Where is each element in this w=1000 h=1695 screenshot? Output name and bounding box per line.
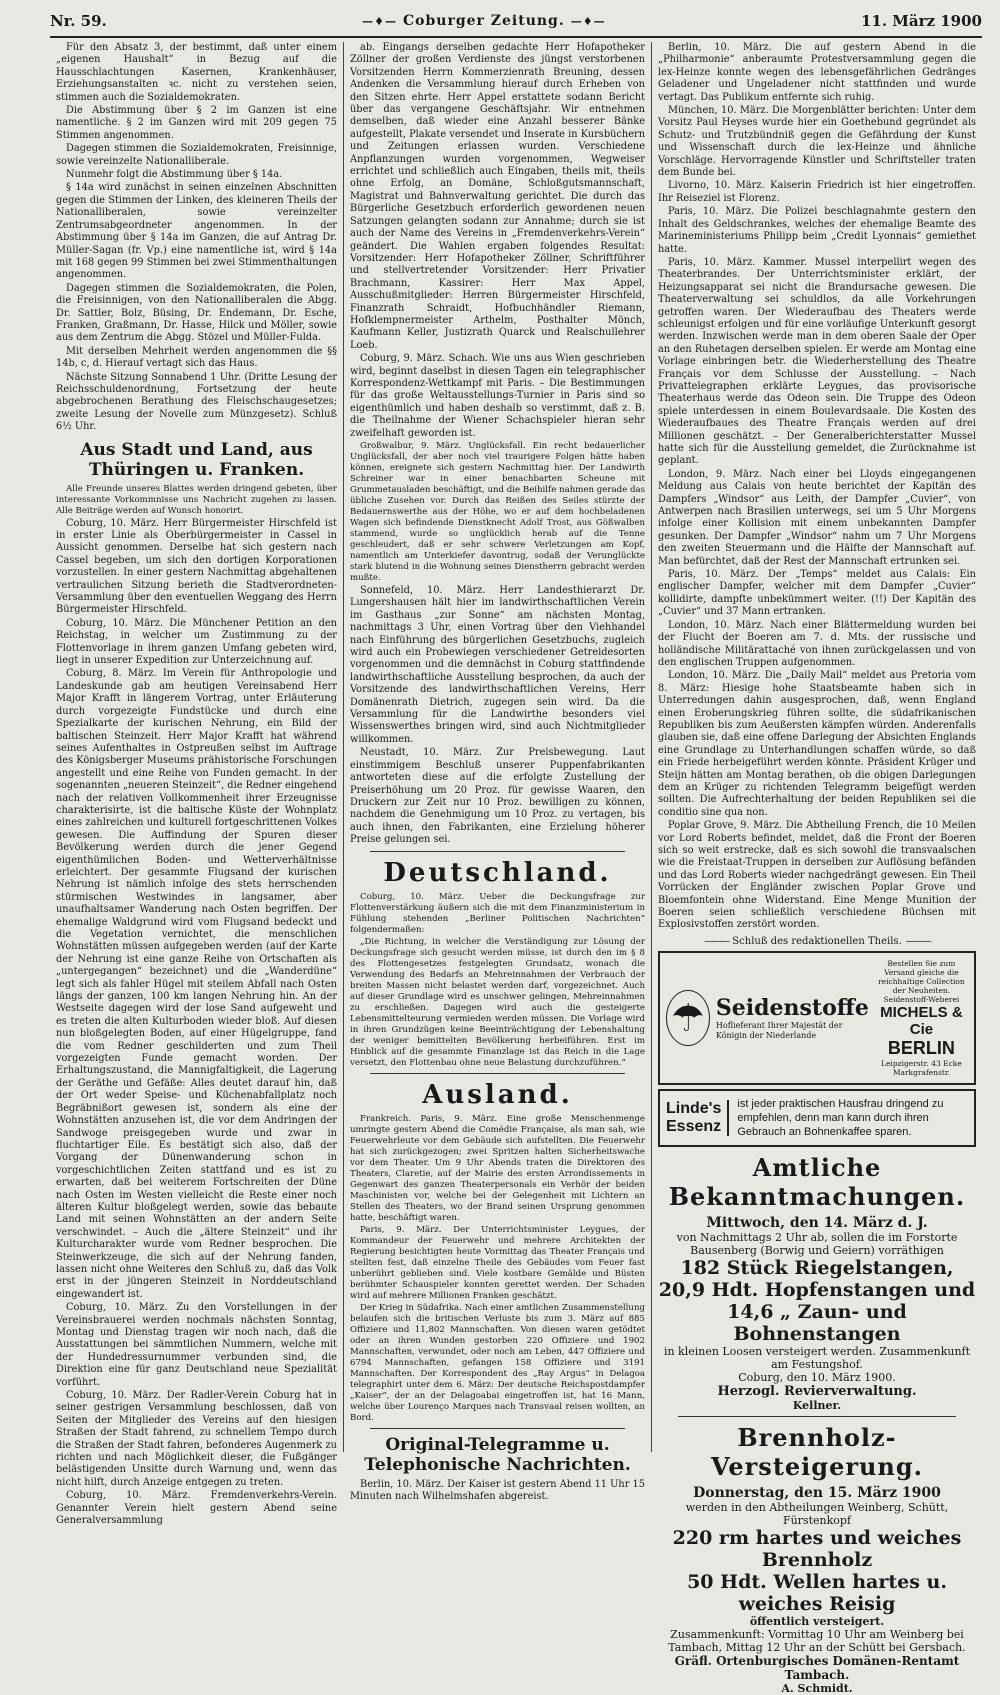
article-paragraph: Paris, 10. März. Der „Temps“ meldet aus Calais: Ein englischer Dampfer, welcher mit dem Dampfer „Cuvier“ kollidirte, dampfte unbekümmert weiter. (!!) Der Kapitän des „Cuvier“ und 37 Mann ertranken. [658, 569, 976, 618]
auction-outro: öffentlich versteigert. [749, 1614, 885, 1628]
section-rule [370, 851, 625, 852]
article-paragraph: Coburg, 8. März. Im Verein für Anthropologie und Landeskunde gab am heutigen Vereinsabend Herr Major Krafft in längerem Vortrag, unter Erläuterung durch vorgezeigte Fundstücke und durch eine Spezialkarte der kurischen Nehrung, ein Bild der baltischen Steinzeit. Herr Major Krafft hat während seines Aufenthaltes in Ostpreußen selbst im Auftrage des Königsberger Museums prähistorische Forschungen angestellt und eine Reihe von Funden gemacht. In der sogenannten „neueren Steinzeit“, die Redner eingehend nach der relativen Vollkommenheit ihrer Erzeugnisse charakterisirte, ist die baltische Küste der Wohnplatz eines zahlreichen und kulturell fortgeschrittenen Volkes gewesen. Die Auffindung der Spuren dieser Bevölkerung werden durch die jener Gegend eigenthümlichen Boden- und Wetterverhältnisse erleichtert. Der gesammte Flugsand der kurischen Nehrung ist nämlich infolge des stets herrschenden stürmischen Westwindes in langsamer, aber unaufhaltsamer Wanderung nach Osten begriffen. Der ehemalige Waldgrund wird vom Flugsand bedeckt und die Vegetation vernichtet, die menschlichen Wohnstätten müssen aufgegeben werden (auf der Karte der Nehrung ist eine ganze Reihe von Ortschaften als „untergegangen“ bezeichnet) und die „Wanderdüne“ legt sich als fahler Hügel mit steilem Abfall nach Osten längs der ganzen, 100 km langen Nehrung hin. An der Westseite dagegen wird der lose Sand aufgeweht und es treten die alten Kulturboden wieder bloß. Auf diesen nun bloßgelegten Boden, auf einer Hügelgruppe, fand die vom Redner geschilderten und zum Theil vorgezeigten Funde gemacht worden. Der Erhaltungszustand, die Mannigfaltigkeit, die Lagerung der Geräthe und Gefäße: Alles deutet darauf hin, daß der Ort weder Speise- und Küchenabfallplatz noch Begräbnißort gewesen ist, sondern als eine der Wohnstätten anzusehen ist, die vor dem Andringen der Sandwoge preisgegeben wurde und zwar in fluchtartiger Eile. Es bestätigt sich also, daß der Vorgang der Dünenwanderung schon in vorgeschichtlichen Zeiten stattfand und es ist zu erwarten, daß bei weiterem Fortschreiten der Düne nach Osten im Westen vielleicht die Reste einer noch älteren Kultur bloßgelegt werden, sowie das bebaute Land mit seinen Wohnstätten an der andern Seite verschwindet. – Auch die „ältere Steinzeit“ und ihr Kulturcharakter wurde vom Redner besprochen. Die Steinwerkzeuge, die sich auf der Nehrung fanden, lassen nicht ohne Weiteres den Schluß zu, daß das Volk erst in der jüngeren Steinzeit in Norddeutschland eingewandert ist. [56, 668, 337, 1300]
ad-linde-text: ist jeder praktischen Hausfrau dringend zu empfehlen, denn man kann durch ihren Gebrauch an Bohnenkaffee sparen. [737, 1097, 944, 1138]
auction-meet: Zusammenkunft: Vormittag 10 Uhr am Weinberg bei Tambach, Mittag 12 Uhr an der Schütt bei Gersbach. [668, 1627, 966, 1654]
auction-item: 220 rm hartes und weiches Brennholz [672, 1526, 962, 1571]
auction-item: 14,6 „ Zaun- und Bohnenstangen [727, 1300, 907, 1345]
article-paragraph: Paris, 9. März. Der Unterrichtsminister Leygues, der Kommandeur der Feuerwehr und mehrere Architekten der Regierung besichtigten heute Vormittag das Theater Français und stellten fest, daß einzelne Theile des Gebäudes vom Feuer fast unberührt geblieben sind. Viele kostbare Gemälde und Büsten berühmter Schauspieler konnten gerettet werden. Der Schaden wird auf mehrere Millionen Franken geschätzt. [350, 1224, 645, 1301]
auction-intro: von Nachmittags 2 Uhr ab, sollen die im Forstorte Bausenberg (Borwig und Geiern) vorräthigen [676, 1230, 958, 1257]
article-paragraph: Paris, 10. März. Die Polizei beschlagnahmte gestern den Inhalt des Geldschrankes, welches der ehemalige Beamte des Marineministeriums Philipp beim „Credit Lyonnais“ gemiethet hatte. [658, 206, 976, 255]
article-paragraph: Coburg, 10. März. Fremdenverkehrs-Verein. Genannter Verein hielt gestern Abend seine Generalversammlung [56, 1490, 337, 1527]
issue-number: Nr. 59. [50, 12, 107, 30]
article-paragraph: Dagegen stimmen die Sozialdemokraten, Freisinnige, sowie vereinzelte Nationalliberale. [56, 143, 337, 167]
issue-date: 11. März 1900 [860, 12, 982, 30]
article-paragraph: Coburg, 10. März. Der Radler-Verein Coburg hat in seiner gestrigen Versammlung beschlossen, daß von Seiten der Mitglieder des Vereins auf den hiesigen Straßen der Stadt fahrend, zu schnellem Tempo durch die Straßen der Stadt fahren, befonderes Augenmerk zu richten und nach Möglichkeit dieser, die Fußgänger belästigenden Unsitte durch Warnung und, wenn das nicht hilft, durch Anzeige entgegen zu treten. [56, 1390, 337, 1488]
article-paragraph: „Die Richtung, in welcher die Verständigung zur Lösung der Deckungsfrage sich gesucht werden müsse, ist durch den im § 8 des Flottengesetzes festgelegten Grundsatz, wonach die Verwendung des Bedarfs an Mehreinnahmen der Verbrauch der breiten Massen nicht belastet werden darf, vorgezeichnet. Auch auf dieser Grundlage wird es unschwer gelingen, Mehreinnahmen zu erschließen. Dagegen wird auch die gesteigerte Lebensmittelteurung vermieden werden müssen. Die Vorlage wird in ihren Grundzügen keine Beeinträchtigung der Lebenshaltung der weniger bemittelten Bevölkerung herbeiführen. Erst im Hinblick auf die gesammte Finanzlage ist das Reich in die Lage versetzt, den Flottenbau ohne neue Belastung durchzuführen.“ [350, 936, 645, 1068]
article-paragraph: Coburg, 9. März. Schach. Wie uns aus Wien geschrieben wird, beginnt daselbst in diesen Tagen ein telegraphischer Korrespondenz-Wettkampf mit Paris. – Die Bestimmungen für das große Weltausstellungs-Turnier in Paris sind so eigenthümlich und haben deshalb so verstimmt, daß z. B. die Theilnahme der Wiener Schachspieler hieran sehr zweifelhaft geworden ist. [350, 353, 645, 439]
section-title-official: Amtliche Bekanntmachungen. [668, 1152, 966, 1211]
column-1 [50, 42, 344, 1527]
auction-firewood [658, 1423, 976, 1695]
article-paragraph: Frankreich. Paris, 9. März. Eine große Menschenmenge umringte gestern Abend die Comédie Française, als man sah, wie Feuerwehrleute vor dem Gebäude sich aufstellten. Die Feuerwehr hat sich zurückgezogen; zwei Spritzen halten Sicherheitswache vor dem Theater. Um 9 Uhr Abends traten die Direktoren des Theaters, Claretie, auf der Mairie des ersten Arrondissements in Gegenwart des ganzen Theaterpersonals ein Verhör der beiden Maschinisten vor, welche bei der Gelegenheit mit Lichtern an Stellen des Theaters, wo der Brand seinen Ursprung genommen hatte, beschäftigt waren. [350, 1113, 645, 1223]
auction-title: Brennholz-Versteigerung. [710, 1422, 924, 1481]
auction-sign: A. Schmidt. [781, 1681, 853, 1695]
article-paragraph: London, 9. März. Nach einer bei Lloyds eingegangenen Meldung aus Calais von heute berichtet der Kapitän des Dampfers „Windsor“ aus Leith, der Dampfer „Cuvier“, von Antwerpen nach Brasilien unterwegs, sei um 5 Uhr Morgens infolge einer Kollision mit einem unbekannten Dampfer gesunken. Der Dampfer „Windsor“ nahm um 7 Uhr Morgens den zweiten Steuermann und die Hälfte der Mannschaft auf. Man befürchtet, daß der Rest der Mannschaft ertrunken sei. [658, 468, 976, 567]
article-paragraph: London, 10. März. Die „Daily Mail“ meldet aus Pretoria vom 8. März: Hiesige hohe Staatsbeamte haben sich in Unterredungen dahin ausgesprochen, daß, wenn England einen Eroberungskrieg führen sollte, die südafrikanischen Republiken bis zum Aeußersten kämpfen würden. Anderenfalls glauben sie, daß eine offene Darlegung der Absichten Englands eine Grundlage zu Unterhandlungen schaffen würde, so daß ein Friede herbeigeführt werden könnte. Präsident Krüger und Steijn hätten am Montag berathen, ob die obigen Darlegungen dem an Krüger zu richtenden Telegramm beigefügt werden sollten. Die Aufrechterhaltung der beiden Republiken sei die conditio sine qua non. [658, 670, 976, 818]
auction-date: Mittwoch, den 14. März d. J. [706, 1214, 928, 1231]
article-paragraph: Sonnefeld, 10. März. Herr Landesthierarzt Dr. Lungershausen hält hier im landwirthschaftlichen Verein im Gasthaus „zur Sonne“ am nächsten Montag, nachmittags 3 Uhr, einen Vortrag über den Viehhandel nach Einführung des bürgerlichen Gesetzbuchs, zugleich wird auch ein Probewiegen verschiedener Getreidesorten vorgenommen und die demnächst in Coburg stattfindende landwirthschaftliche Ausstellung besprochen, da auch der Vorsitzende des landwirthschaftlichen Vereins, Herr Domänenrath Dietrich, zugegen sein wird. Da die Versammlung für die Landwirthe besonders viel Wissenswerthes bringen wird, sind auch Nichtmitglieder willkommen. [350, 585, 645, 745]
auction-stakes [658, 1215, 976, 1412]
article-paragraph: Coburg, 10. März. Zu den Vorstellungen in der Vereinsbrauerei werden nochmals nächsten Sonntag, Montag und Dienstag tragen wir noch nach, daß die Ausstattungen bei sämmtlichen Nummern, welche mit der Hundedressurnummer verbunden sind, die Direktion eine für ganz Deutschland neue Spezialität vorführt. [56, 1302, 337, 1388]
auction-item: 182 Stück Riegelstangen, [680, 1256, 954, 1279]
auction-outro: in kleinen Loosen versteigert werden. Zusammenkunft am Festungshof. [663, 1344, 971, 1371]
page-header [50, 6, 982, 38]
article-paragraph: München, 10. März. Die Morgenblätter berichten: Unter dem Vorsitz Paul Heyses wurde hier ein Goethebund gegründet als Schutz- und Trutzbündniß gegen die Gefährdung der Kunst und Wissenschaft durch die lex-Heinze und ähnliche Vorschläge. Hervorragende Künstler und Schriftsteller traten dem Bunde bei. [658, 105, 976, 179]
section-rule [678, 1416, 956, 1417]
article-paragraph: Der Krieg in Südafrika. Nach einer amtlichen Zusammenstellung belaufen sich die britischen Verluste bis zum 3. März auf 885 Offiziere und 11,802 Mannschaften. Von diesen waren getödtet oder an ihren Wunden gestorben 220 Offiziere und 1902 Mannschaften, verwundet, oder noch am Leben, 447 Offiziere und 6794 Mannschaften, gefangen 158 Offiziere und 3191 Mannschaften. Der Korrespondent des „Ray Argus“ in Delagoa telegraphirt unter dem 6. März: Der deutsche Reichspostdampfer „Kaiser“, der an der Delagoabai eingetroffen ist, hat 16 Mann, welche über Lourenço Marques nach Transvaal reisen wollten, an Bord. [350, 1302, 645, 1423]
ad-linde-name: Linde's Essenz [666, 1100, 729, 1136]
auction-intro: werden in den Abtheilungen Weinberg, Schütt, Fürstenkopf [685, 1500, 949, 1527]
ad-seidenstoffe [658, 951, 976, 1085]
article-paragraph: Paris, 10. März. Kammer. Mussel interpellirt wegen des Theaterbrandes. Der Unterrichtsminister erklärt, der Heizungsapparat sei nicht die Brandursache gewesen. Die Theaterverwaltung sei schuldlos, da alle Vorkehrungen getroffen waren. Der Wiederaufbau des Theaters werde schleunigst erfolgen und für eine vorläufige Unterkunft gesorgt werden. Inzwischen werde man in dem oberen Saale der Oper an den Ruhetagen derselben spielen. Er werde am Montag eine Vorlage einbringen betr. die Wiederherstellung des Theatre Français vor dem Schlusse der Ausstellung. – Nach Privattelegraphen erklärte Leygues, das provisorische Theaterhaus werde das Odeon sein. Die Truppe des Odeon spiele unterdessen in einem Boulevardsaale. Die Kosten des Wiederaufbaues des Theatre Français werden auf drei Millionen geschätzt. – Der Generalberichterstatter Mussel hatte sich für die Ausstellung gemeldet, die Zurücknahme ist geplant. [658, 256, 976, 467]
article-paragraph: London, 10. März. Nach einer Blättermeldung wurden bei der Flucht der Boeren am 7. d. Mts. der russische und holländische Militärattaché von ihnen zurückgelassen und von den englischen Truppen aufgenommen. [658, 619, 976, 668]
article-paragraph: Coburg, 10. März. Die Münchener Petition an den Reichstag, in welcher um Zustimmung zu der Flottenvorlage in ihrem ganzen Umfang gebeten wird, liegt in unserer Expedition zur Unterzeichnung auf. [56, 617, 337, 667]
article-paragraph: Livorno, 10. März. Kaiserin Friedrich ist hier eingetroffen. Ihr Reiseziel ist Florenz. [658, 180, 976, 204]
article-paragraph: § 14a wird zunächst in seinen einzelnen Abschnitten gegen die Stimmen der Linken, des kleineren Theils der Nationalliberalen, sowie vereinzelter Zentrumsabgeordneter angenommen. In der Abstimmung über § 14a im Ganzen, die auf Antrag Dr. Müller-Sagan (fr. Vp.) eine namentliche ist, wird § 14a mit 168 gegen 99 Stimmen bei zwei Stimmenthaltungen angenommen. [56, 182, 337, 281]
article-paragraph: Poplar Grove, 9. März. Die Abtheilung French, die 10 Meilen vor Lord Roberts befindet, meldet, daß die Front der Boeren sich so weit erstrecke, daß es sich sowohl die transvaalschen wie die Freistaat-Truppen in derselben zur Auflösung befänden und das Lord Roberts wieder nachgedrängt gewesen. Ein Theil Vorrücken der Engländer zwischen Poplar Grove und Bloemfontein ohne Widerstand. Eine Menge Munition der Boeren seien schließlich verschiedene Büchsen mit Explosivstoffen zerstört worden. [658, 820, 976, 931]
editorial-end-label: ——— Schluß des redaktionellen Theils. ——— [658, 936, 976, 947]
article-paragraph: ab. Eingangs derselben gedachte Herr Hofapotheker Zöllner der großen Verdienste des jüngst verstorbenen Vorsitzenden Herrn Kommerzienrath Breuning, dessen Andenken die Versammlung hierauf durch Erheben von den Sitzen ehrte. Herr Appel erstattete sodann Bericht über das vergangene Geschäftsjahr. Wir entnehmen demselben, daß wieder eine Anzahl besserer Bänke aufgestellt, Plakate versendet und Inserate in Kursbüchern und Zeitungen erlassen wurden. Verschiedene Anpflanzungen wurden vorgenommen, Wegweiser errichtet und schließlich auch Eingaben, theils mit, theils ohne Erfolg, an Domäne, Schloßgutsmannschaft, Magistrat und Bahnverwaltung gerichtet. Die durch das Bürgerliche Gesetzbuch erforderlich gewordenen neuen Satzungen gelangten sodann zur Annahme; durch sie ist auch der Name des Vereins in „Fremdenverkehrs-Verein“ geändert. Die Wahlen ergaben folgendes Resultat: Vorsitzender: Herr Hofapotheker Zöllner, Schriftführer und stellvertretender Vorsitzender: Herr Privatier Brachmann, Kassirer: Herr Max Appel, Ausschußmitglieder: Herren Bürgermeister Hirschfeld, Finanzrath Schraidt, Hofbuchhändler Riemann, Hofklempnermeister Arthelm, Posthalter Mönch, Kaufmann Keller, Justizrath Quarck und Realschullehrer Loeb. [350, 42, 645, 351]
reader-notice: Alle Freunde unseres Blattes werden dringend gebeten, über interessante Vorkommnisse uns Nachricht zugehen zu lassen. Alle Beiträge werden auf Wunsch honorirt. [56, 483, 337, 516]
auction-authority: Herzogl. Revierverwaltung. [717, 1383, 917, 1399]
ad-linde [658, 1089, 976, 1147]
article-paragraph: Großwalbur, 9. März. Unglücksfall. Ein recht bedauerlicher Unglücksfall, der aber noch viel traurigere Folgen hätte haben können, ereignete sich gestern Nachmittag hier. Der Landwirth Schreiner war in einer benachbarten Scheune mit Grummetausladen beschäftigt, und die Beihilfe nahmen gerade das übliche Zusehen vor. Durch das Reißen des Seiles stürzte der Bedauernswerthe aus der Höhe, wo er auf dem hochbeladenen Wagen sich befindende Dienstknecht Adolf Trost, aus Gößwalben stammend, wurde so unglücklich herab auf die Tenne geschleudert, daß er sehr schwere Verletzungen am Kopf, namentlich am Unterkiefer davontrug, sodaß der Verunglückte stark blutend in die Wohnung seines Dienstherrn gebracht werden mußte. [350, 441, 645, 583]
article-paragraph: Mit derselben Mehrheit werden angenommen die §§ 14b, c, d. Hierauf vertagt sich das Haus. [56, 345, 337, 370]
article-paragraph: Dagegen stimmen die Sozialdemokraten, die Polen, die Freisinnigen, von den Nationalliberalen die Abgg. Dr. Sattler, Bolz, Büsing, Dr. Endemann, Dr. Esche, Franken, Graßmann, Dr. Hasse, Hilck und Möller, sowie aus dem Zentrum die Abgg. Stözel und Müller-Fulda. [56, 282, 337, 344]
section-title-deutschland: Deutschland. [383, 857, 612, 888]
article-paragraph: Neustadt, 10. März. Zur Preisbewegung. Laut einstimmigem Beschluß unserer Puppenfabrikanten antworteten diese auf die erfolgte Zustellung der Preiserhöhung um 20 Proz. für gewisse Waaren, den Druckern zur Zeit nur 10 Proz. bewilligen zu können, nachdem die Genehmigung um 10 Proz. zu vertagen, bis auch ihnen, den Fabrikanten, eine Erzielung höherer Preise gelungen sei. [350, 747, 645, 846]
columns [50, 42, 982, 1695]
column-2 [344, 42, 652, 1502]
article-paragraph: Für den Absatz 3, der bestimmt, daß unter einem „eigenen Haushalt“ in Bezug auf die Hausschlachtungen Kasernen, Krankenhäuser, Erziehungsanstalten ꝛc. nicht zu verstehen seien, stimmen auch die Sozialdemokraten. [56, 42, 337, 103]
column-3 [652, 42, 982, 1695]
section-title-telegrams: Original-Telegramme u. Telephonische Nachrichten. [364, 1434, 631, 1475]
article-paragraph: Nächste Sitzung Sonnabend 1 Uhr. (Dritte Lesung der Reichsschuldenordnung, Fortsetzung der heute abgebrochenen Berathung des Fleischschaugesetzes; zweite Lesung der Novelle zum Münzgesetz). Schluß 6½ Uhr. [56, 371, 337, 433]
article-paragraph: Die Abstimmung über § 2 im Ganzen ist eine namentliche. § 2 im Ganzen wird mit 209 gegen 75 Stimmen angenommen. [56, 105, 337, 141]
auction-date: Donnerstag, den 15. März 1900 [693, 1484, 941, 1501]
umbrella-logo-icon: ☂ [666, 990, 710, 1046]
article-paragraph: Berlin, 10. März. Die auf gestern Abend in die „Philharmonie“ anberaumte Protestversammlung gegen die lex-Heinze konnte wegen des lebensgefährlichen Gedränges Geladener und Ungeladener nicht stattfinden und wurde vertagt. Das Publikum entfernte sich ruhig. [658, 42, 976, 103]
ad-sub-text: Bestellen Sie zum Versand gleiche die reichhaltige Collection der Neuheiten. Seidenstoff-Weberei [878, 958, 965, 1004]
article-paragraph: Nunmehr folgt die Abstimmung über § 14a. [66, 169, 283, 181]
auction-item: 50 Hdt. Wellen hartes u. weiches Reisig [687, 1570, 947, 1615]
article-paragraph: Coburg, 10. März. Herr Bürgermeister Hirschfeld ist in erster Linie als Oberbürgermeister in Cassel in Aussicht genommen. Derselbe hat sich gestern nach Cassel begeben, um sich den dortigen Korporationen vorzustellen. In einer gestern Nachmittag abgehaltenen vertraulichen Sitzung berieth die Stadtverordneten-Versammlung über den eventuellen Weggang des Herrn Bürgermeister Hirschfeld. [56, 517, 337, 616]
ad-linde-body [666, 1097, 968, 1139]
ad-firm: MICHELS & Cie [880, 1003, 963, 1038]
section-rule [370, 1428, 625, 1429]
article-paragraph: Coburg, 10. März. Ueber die Deckungsfrage zur Flottenverstärkung äußern sich die mit dem Finanzministerium in Fühlung stehenden „Berliner Politischen Nachrichten“ folgendermaßen: [350, 891, 645, 935]
auction-place: Coburg, den 10. März 1900. [738, 1370, 896, 1384]
auction-sign: Kellner. [792, 1398, 842, 1412]
section-title-local: Aus Stadt und Land, aus Thüringen u. Franken. [80, 439, 313, 480]
auction-item: 20,9 Hdt. Hopfenstangen und [658, 1278, 976, 1301]
newspaper-title: —♦— Coburger Zeitung. —♦— [356, 13, 611, 29]
section-title-ausland: Ausland. [422, 1079, 573, 1110]
ad-city: BERLIN [887, 1037, 955, 1058]
ad-left-text: Hoflieferant Ihrer Majestät der Königin der Niederlande [715, 1020, 843, 1040]
auction-authority: Gräfl. Ortenburgisches Domänen-Rentamt Tambach. [674, 1653, 960, 1682]
ad-address: Leipzigerstr. 43 Ecke Markgrafenstr. [881, 1058, 962, 1077]
ad-seidenstoffe-body [666, 959, 968, 1077]
section-rule [370, 1073, 625, 1074]
article-paragraph: Berlin, 10. März. Der Kaiser ist gestern Abend 11 Uhr 15 Minuten nach Wilhelmshafen abgereist. [350, 1478, 645, 1502]
ad-brand: Seidenstoffe [715, 994, 869, 1021]
